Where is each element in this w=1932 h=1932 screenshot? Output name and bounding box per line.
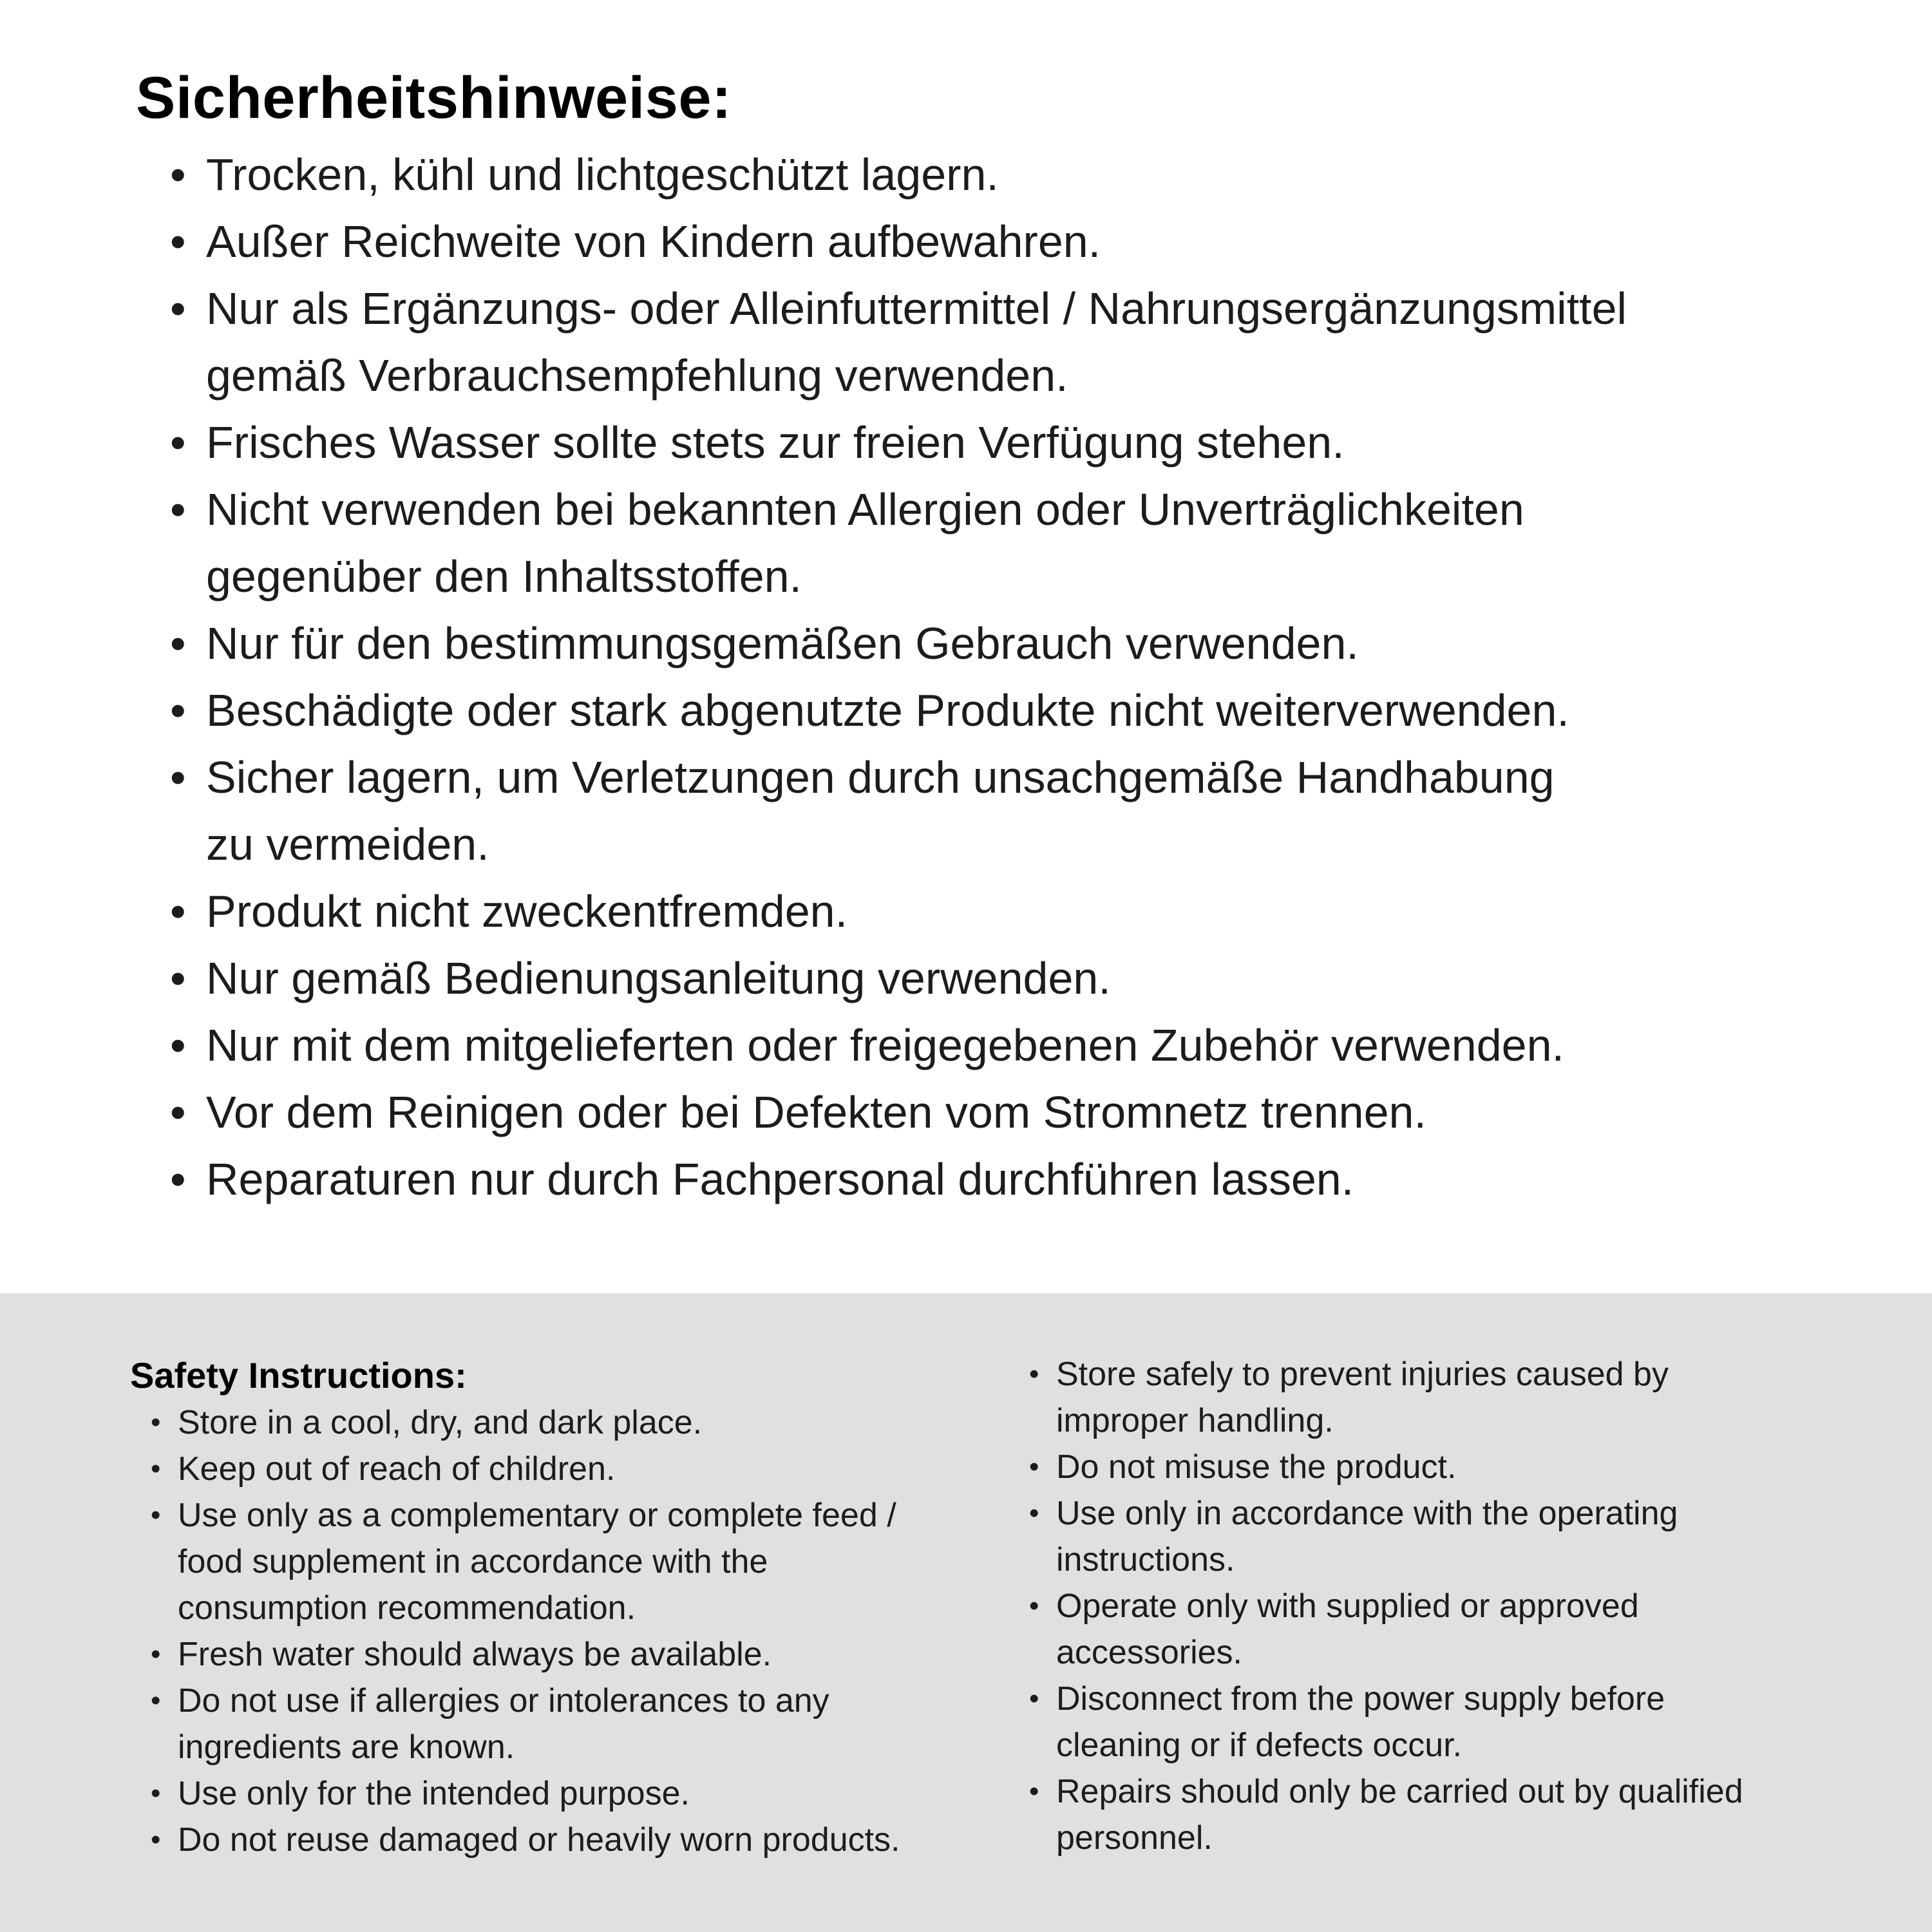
list-item [1029, 1768, 1743, 1861]
bullet-line: Do not use if allergies or intolerances to any [178, 1682, 829, 1719]
bullet-text [206, 476, 1524, 610]
bullet-text [178, 1446, 615, 1492]
english-section [0, 1293, 1932, 1932]
bullet-text [206, 1146, 1354, 1213]
bullet-line: Reparaturen nur durch Fachpersonal durchführen lassen. [206, 1154, 1354, 1204]
bullet-line: Trocken, kühl und lichtgeschützt lagern. [206, 149, 999, 200]
bullet-line: Do not reuse damaged or heavily worn products. [178, 1821, 900, 1859]
bullet-line: Repairs should only be carried out by qualified [1056, 1773, 1743, 1810]
bullet-text [178, 1492, 896, 1631]
bullet-text [178, 1817, 900, 1863]
list-item [151, 1817, 900, 1863]
list-item [170, 476, 1627, 610]
bullet-line: improper handling. [1056, 1402, 1334, 1439]
bullet-text [178, 1399, 702, 1446]
bullet-line: Nur mit dem mitgelieferten oder freigegebenen Zubehör verwenden. [206, 1020, 1564, 1070]
bullet-text [1056, 1351, 1669, 1444]
bullet-line: personnel. [1056, 1819, 1213, 1857]
bullet-line: Keep out of reach of children. [178, 1450, 616, 1488]
list-item [170, 1146, 1627, 1213]
german-bullet-list [170, 141, 1627, 1213]
bullet-text [206, 878, 848, 945]
bullet-icon: • [170, 1087, 186, 1137]
bullet-icon: • [170, 216, 186, 267]
list-item [170, 275, 1627, 409]
bullet-line: Nicht verwenden bei bekannten Allergien oder Unverträglichkeiten [206, 484, 1524, 535]
bullet-icon: • [151, 1453, 161, 1484]
bullet-line: Frisches Wasser sollte stets zur freien Verfügung stehen. [206, 417, 1345, 468]
bullet-text [206, 1012, 1564, 1079]
list-item [170, 1012, 1627, 1079]
bullet-text [206, 141, 999, 208]
bullet-icon: • [170, 484, 186, 535]
bullet-line: Disconnect from the power supply before [1056, 1680, 1665, 1718]
list-item [170, 677, 1627, 744]
list-item [1029, 1676, 1743, 1768]
bullet-text [206, 409, 1345, 476]
bullet-line: instructions. [1056, 1541, 1235, 1578]
english-right-bullet-list [1029, 1351, 1743, 1861]
german-title: Sicherheitshinweise: [136, 65, 732, 131]
bullet-line: Außer Reichweite von Kindern aufbewahren. [206, 216, 1101, 267]
bullet-line: Beschädigte oder stark abgenutzte Produkte nicht weiterverwenden. [206, 685, 1569, 735]
bullet-icon: • [151, 1685, 161, 1716]
bullet-icon: • [170, 1154, 186, 1204]
bullet-text [1056, 1583, 1639, 1676]
bullet-icon: • [1029, 1683, 1039, 1714]
list-item [170, 1079, 1627, 1146]
english-left-bullet-list [151, 1399, 900, 1863]
list-item [151, 1399, 900, 1446]
bullet-icon: • [151, 1824, 161, 1855]
bullet-text [178, 1770, 690, 1817]
list-item [170, 878, 1627, 945]
bullet-text [1056, 1768, 1743, 1861]
bullet-line: gemäß Verbrauchsempfehlung verwenden. [206, 350, 1068, 401]
bullet-icon: • [170, 283, 186, 334]
bullet-text [206, 208, 1101, 275]
list-item [1029, 1583, 1743, 1676]
list-item [151, 1770, 900, 1817]
bullet-icon: • [170, 618, 186, 668]
bullet-line: Produkt nicht zweckentfremden. [206, 886, 848, 936]
bullet-icon: • [151, 1777, 161, 1809]
list-item [170, 945, 1627, 1012]
bullet-line: Store in a cool, dry, and dark place. [178, 1404, 703, 1441]
list-item [151, 1678, 900, 1770]
bullet-text [206, 945, 1111, 1012]
bullet-line: Operate only with supplied or approved [1056, 1587, 1639, 1625]
bullet-line: consumption recommendation. [178, 1589, 636, 1627]
bullet-line: Use only in accordance with the operating [1056, 1495, 1678, 1532]
list-item [1029, 1444, 1743, 1490]
bullet-icon: • [170, 752, 186, 802]
bullet-icon: • [151, 1499, 161, 1531]
bullet-line: Fresh water should always be available. [178, 1636, 772, 1673]
bullet-icon: • [1029, 1776, 1039, 1807]
bullet-line: cleaning or if defects occur. [1056, 1727, 1463, 1764]
list-item [1029, 1351, 1743, 1444]
list-item [151, 1446, 900, 1492]
bullet-line: Vor dem Reinigen oder bei Defekten vom Stromnetz trennen. [206, 1087, 1426, 1137]
bullet-icon: • [1029, 1497, 1039, 1529]
bullet-line: accessories. [1056, 1634, 1242, 1671]
bullet-text [178, 1631, 772, 1678]
bullet-text [206, 677, 1569, 744]
list-item [170, 409, 1627, 476]
bullet-line: Use only for the intended purpose. [178, 1775, 690, 1812]
bullet-icon: • [170, 886, 186, 936]
bullet-icon: • [170, 1020, 186, 1070]
bullet-line: Nur als Ergänzungs- oder Alleinfuttermittel / Nahrungsergänzungsmittel [206, 283, 1627, 334]
bullet-icon: • [170, 685, 186, 735]
bullet-line: Use only as a complementary or complete feed / [178, 1497, 896, 1534]
bullet-text [206, 744, 1555, 878]
bullet-line: Nur gemäß Bedienungsanleitung verwenden. [206, 953, 1111, 1003]
list-item [151, 1631, 900, 1678]
bullet-line: gegenüber den Inhaltsstoffen. [206, 551, 802, 601]
english-title: Safety Instructions: [130, 1355, 467, 1396]
bullet-text [1056, 1676, 1665, 1768]
bullet-line: zu vermeiden. [206, 819, 489, 869]
bullet-icon: • [1029, 1590, 1039, 1622]
list-item [170, 141, 1627, 208]
bullet-line: Nur für den bestimmungsgemäßen Gebrauch verwenden. [206, 618, 1359, 668]
bullet-line: food supplement in accordance with the [178, 1543, 768, 1580]
bullet-icon: • [170, 149, 186, 200]
bullet-text [1056, 1490, 1678, 1583]
list-item [1029, 1490, 1743, 1583]
bullet-text [206, 610, 1359, 677]
bullet-icon: • [1029, 1358, 1039, 1390]
bullet-icon: • [151, 1638, 161, 1670]
bullet-icon: • [170, 417, 186, 468]
bullet-text [1056, 1444, 1456, 1490]
list-item [170, 744, 1627, 878]
bullet-text [178, 1678, 829, 1770]
bullet-line: ingredients are known. [178, 1728, 515, 1766]
bullet-icon: • [170, 953, 186, 1003]
bullet-line: Do not misuse the product. [1056, 1448, 1457, 1486]
bullet-icon: • [151, 1406, 161, 1438]
bullet-icon: • [1029, 1451, 1039, 1482]
list-item [170, 208, 1627, 275]
bullet-text [206, 1079, 1426, 1146]
list-item [151, 1492, 900, 1631]
bullet-line: Store safely to prevent injuries caused by [1056, 1356, 1669, 1393]
list-item [170, 610, 1627, 677]
bullet-text [206, 275, 1627, 409]
bullet-line: Sicher lagern, um Verletzungen durch unsachgemäße Handhabung [206, 752, 1555, 802]
